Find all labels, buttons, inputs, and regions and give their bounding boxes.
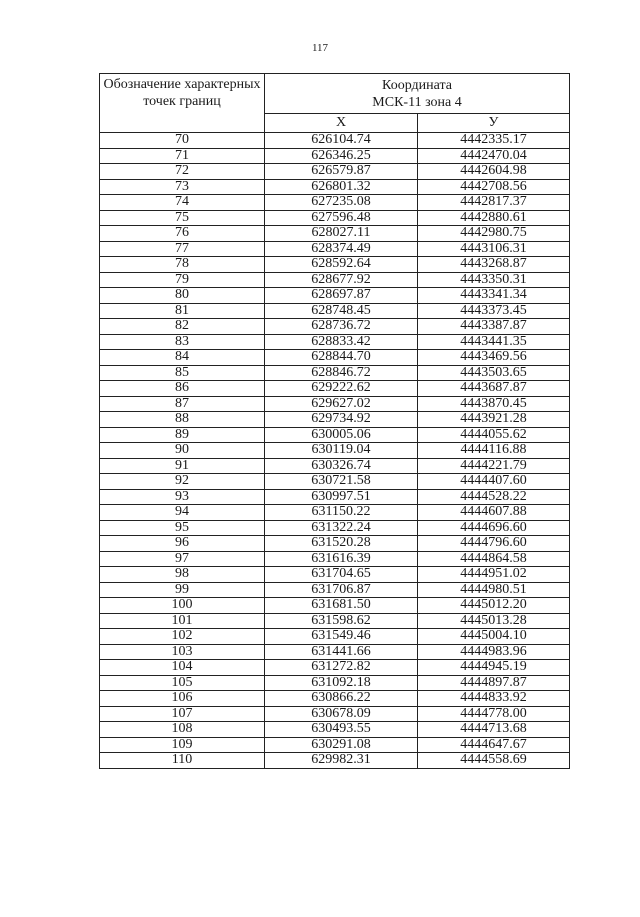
point-number-cell: 91 (100, 458, 265, 474)
x-coordinate-cell: 630119.04 (265, 443, 418, 459)
table-row (100, 288, 570, 304)
x-coordinate-cell: 630005.06 (265, 427, 418, 443)
y-coordinate-cell: 4444713.68 (418, 722, 570, 738)
point-number-cell: 76 (100, 226, 265, 242)
x-coordinate-cell: 631598.62 (265, 613, 418, 629)
x-coordinate-cell: 628748.45 (265, 303, 418, 319)
x-coordinate-cell: 628736.72 (265, 319, 418, 335)
point-number-cell: 98 (100, 567, 265, 583)
x-coordinate-cell: 631616.39 (265, 551, 418, 567)
y-coordinate-cell: 4443387.87 (418, 319, 570, 335)
point-number-cell: 74 (100, 195, 265, 211)
point-number-cell: 99 (100, 582, 265, 598)
point-number-cell: 73 (100, 179, 265, 195)
x-coordinate-cell: 631322.24 (265, 520, 418, 536)
y-coordinate-cell: 4444055.62 (418, 427, 570, 443)
table-row (100, 551, 570, 567)
table-row (100, 195, 570, 211)
table-row (100, 722, 570, 738)
y-coordinate-cell: 4443469.56 (418, 350, 570, 366)
table-row (100, 334, 570, 350)
x-coordinate-cell: 626104.74 (265, 133, 418, 149)
header-x: Х (265, 114, 418, 133)
point-number-cell: 82 (100, 319, 265, 335)
point-number-cell: 78 (100, 257, 265, 273)
point-number-cell: 101 (100, 613, 265, 629)
table-row (100, 427, 570, 443)
y-coordinate-cell: 4443441.35 (418, 334, 570, 350)
y-coordinate-cell: 4444951.02 (418, 567, 570, 583)
x-coordinate-cell: 626801.32 (265, 179, 418, 195)
table-row (100, 520, 570, 536)
table-row (100, 613, 570, 629)
x-coordinate-cell: 628677.92 (265, 272, 418, 288)
y-coordinate-cell: 4443373.45 (418, 303, 570, 319)
table-row (100, 319, 570, 335)
point-number-cell: 88 (100, 412, 265, 428)
table-row (100, 675, 570, 691)
y-coordinate-cell: 4444528.22 (418, 489, 570, 505)
header-point-designation: Обозначение характерных точек границ (100, 74, 265, 133)
table-row (100, 691, 570, 707)
x-coordinate-cell: 630291.08 (265, 737, 418, 753)
y-coordinate-cell: 4442708.56 (418, 179, 570, 195)
y-coordinate-cell: 4445012.20 (418, 598, 570, 614)
table-row (100, 272, 570, 288)
y-coordinate-cell: 4443350.31 (418, 272, 570, 288)
point-number-cell: 106 (100, 691, 265, 707)
table-row (100, 582, 570, 598)
x-coordinate-cell: 629627.02 (265, 396, 418, 412)
point-number-cell: 92 (100, 474, 265, 490)
x-coordinate-cell: 628592.64 (265, 257, 418, 273)
point-number-cell: 96 (100, 536, 265, 552)
y-coordinate-cell: 4442817.37 (418, 195, 570, 211)
y-coordinate-cell: 4444945.19 (418, 660, 570, 676)
y-coordinate-cell: 4444221.79 (418, 458, 570, 474)
y-coordinate-cell: 4444607.88 (418, 505, 570, 521)
point-number-cell: 107 (100, 706, 265, 722)
y-coordinate-cell: 4444778.00 (418, 706, 570, 722)
table-row (100, 567, 570, 583)
table-row (100, 753, 570, 769)
point-number-cell: 105 (100, 675, 265, 691)
table-row (100, 489, 570, 505)
table-row (100, 241, 570, 257)
x-coordinate-cell: 627235.08 (265, 195, 418, 211)
table-row (100, 303, 570, 319)
point-number-cell: 87 (100, 396, 265, 412)
x-coordinate-cell: 631706.87 (265, 582, 418, 598)
point-number-cell: 110 (100, 753, 265, 769)
x-coordinate-cell: 630997.51 (265, 489, 418, 505)
point-number-cell: 70 (100, 133, 265, 149)
point-number-cell: 97 (100, 551, 265, 567)
x-coordinate-cell: 628374.49 (265, 241, 418, 257)
coordinates-table (99, 73, 570, 769)
x-coordinate-cell: 630678.09 (265, 706, 418, 722)
table-row (100, 706, 570, 722)
y-coordinate-cell: 4444864.58 (418, 551, 570, 567)
table-row (100, 536, 570, 552)
point-number-cell: 89 (100, 427, 265, 443)
table-row (100, 365, 570, 381)
y-coordinate-cell: 4442470.04 (418, 148, 570, 164)
point-number-cell: 100 (100, 598, 265, 614)
table-row (100, 443, 570, 459)
y-coordinate-cell: 4444696.60 (418, 520, 570, 536)
y-coordinate-cell: 4444833.92 (418, 691, 570, 707)
x-coordinate-cell: 628027.11 (265, 226, 418, 242)
table-row (100, 133, 570, 149)
point-number-cell: 109 (100, 737, 265, 753)
table-row (100, 474, 570, 490)
table-row (100, 412, 570, 428)
x-coordinate-cell: 630866.22 (265, 691, 418, 707)
y-coordinate-cell: 4442335.17 (418, 133, 570, 149)
y-coordinate-cell: 4443341.34 (418, 288, 570, 304)
table-row (100, 598, 570, 614)
table-row (100, 396, 570, 412)
x-coordinate-cell: 631704.65 (265, 567, 418, 583)
y-coordinate-cell: 4443503.65 (418, 365, 570, 381)
header-coordinate-title: Координата (382, 77, 452, 93)
y-coordinate-cell: 4444980.51 (418, 582, 570, 598)
y-coordinate-cell: 4444796.60 (418, 536, 570, 552)
point-number-cell: 108 (100, 722, 265, 738)
point-number-cell: 84 (100, 350, 265, 366)
y-coordinate-cell: 4443870.45 (418, 396, 570, 412)
table-row (100, 148, 570, 164)
y-coordinate-cell: 4444558.69 (418, 753, 570, 769)
x-coordinate-cell: 631441.66 (265, 644, 418, 660)
point-number-cell: 104 (100, 660, 265, 676)
point-number-cell: 102 (100, 629, 265, 645)
x-coordinate-cell: 631092.18 (265, 675, 418, 691)
x-coordinate-cell: 629222.62 (265, 381, 418, 397)
x-coordinate-cell: 629982.31 (265, 753, 418, 769)
x-coordinate-cell: 626346.25 (265, 148, 418, 164)
table-body (100, 133, 570, 769)
x-coordinate-cell: 631520.28 (265, 536, 418, 552)
table-row (100, 629, 570, 645)
point-number-cell: 83 (100, 334, 265, 350)
table-row (100, 660, 570, 676)
header-coordinate-system: МСК-11 зона 4 (372, 94, 462, 110)
table-row (100, 179, 570, 195)
point-number-cell: 72 (100, 164, 265, 180)
point-number-cell: 75 (100, 210, 265, 226)
point-number-cell: 95 (100, 520, 265, 536)
x-coordinate-cell: 629734.92 (265, 412, 418, 428)
y-coordinate-cell: 4442980.75 (418, 226, 570, 242)
point-number-cell: 81 (100, 303, 265, 319)
table-row (100, 737, 570, 753)
y-coordinate-cell: 4442604.98 (418, 164, 570, 180)
y-coordinate-cell: 4443106.31 (418, 241, 570, 257)
point-number-cell: 71 (100, 148, 265, 164)
y-coordinate-cell: 4444116.88 (418, 443, 570, 459)
y-coordinate-cell: 4443921.28 (418, 412, 570, 428)
x-coordinate-cell: 631272.82 (265, 660, 418, 676)
table-row (100, 210, 570, 226)
table-row (100, 458, 570, 474)
x-coordinate-cell: 630326.74 (265, 458, 418, 474)
page-number: 117 (311, 42, 329, 54)
x-coordinate-cell: 628697.87 (265, 288, 418, 304)
point-number-cell: 103 (100, 644, 265, 660)
point-number-cell: 79 (100, 272, 265, 288)
x-coordinate-cell: 628846.72 (265, 365, 418, 381)
point-number-cell: 86 (100, 381, 265, 397)
x-coordinate-cell: 631150.22 (265, 505, 418, 521)
y-coordinate-cell: 4444647.67 (418, 737, 570, 753)
x-coordinate-cell: 627596.48 (265, 210, 418, 226)
point-number-cell: 90 (100, 443, 265, 459)
table-row (100, 164, 570, 180)
point-number-cell: 85 (100, 365, 265, 381)
y-coordinate-cell: 4442880.61 (418, 210, 570, 226)
point-number-cell: 94 (100, 505, 265, 521)
y-coordinate-cell: 4444983.96 (418, 644, 570, 660)
y-coordinate-cell: 4445004.10 (418, 629, 570, 645)
x-coordinate-cell: 631681.50 (265, 598, 418, 614)
y-coordinate-cell: 4443687.87 (418, 381, 570, 397)
table-row (100, 257, 570, 273)
table-row (100, 381, 570, 397)
x-coordinate-cell: 628833.42 (265, 334, 418, 350)
point-number-cell: 77 (100, 241, 265, 257)
point-number-cell: 93 (100, 489, 265, 505)
point-number-cell: 80 (100, 288, 265, 304)
table-row (100, 505, 570, 521)
x-coordinate-cell: 626579.87 (265, 164, 418, 180)
header-coordinate (265, 74, 570, 114)
x-coordinate-cell: 630493.55 (265, 722, 418, 738)
table-row (100, 644, 570, 660)
y-coordinate-cell: 4443268.87 (418, 257, 570, 273)
header-y: У (418, 114, 570, 133)
table-row (100, 350, 570, 366)
x-coordinate-cell: 628844.70 (265, 350, 418, 366)
x-coordinate-cell: 631549.46 (265, 629, 418, 645)
y-coordinate-cell: 4444407.60 (418, 474, 570, 490)
y-coordinate-cell: 4444897.87 (418, 675, 570, 691)
table-row (100, 226, 570, 242)
x-coordinate-cell: 630721.58 (265, 474, 418, 490)
y-coordinate-cell: 4445013.28 (418, 613, 570, 629)
